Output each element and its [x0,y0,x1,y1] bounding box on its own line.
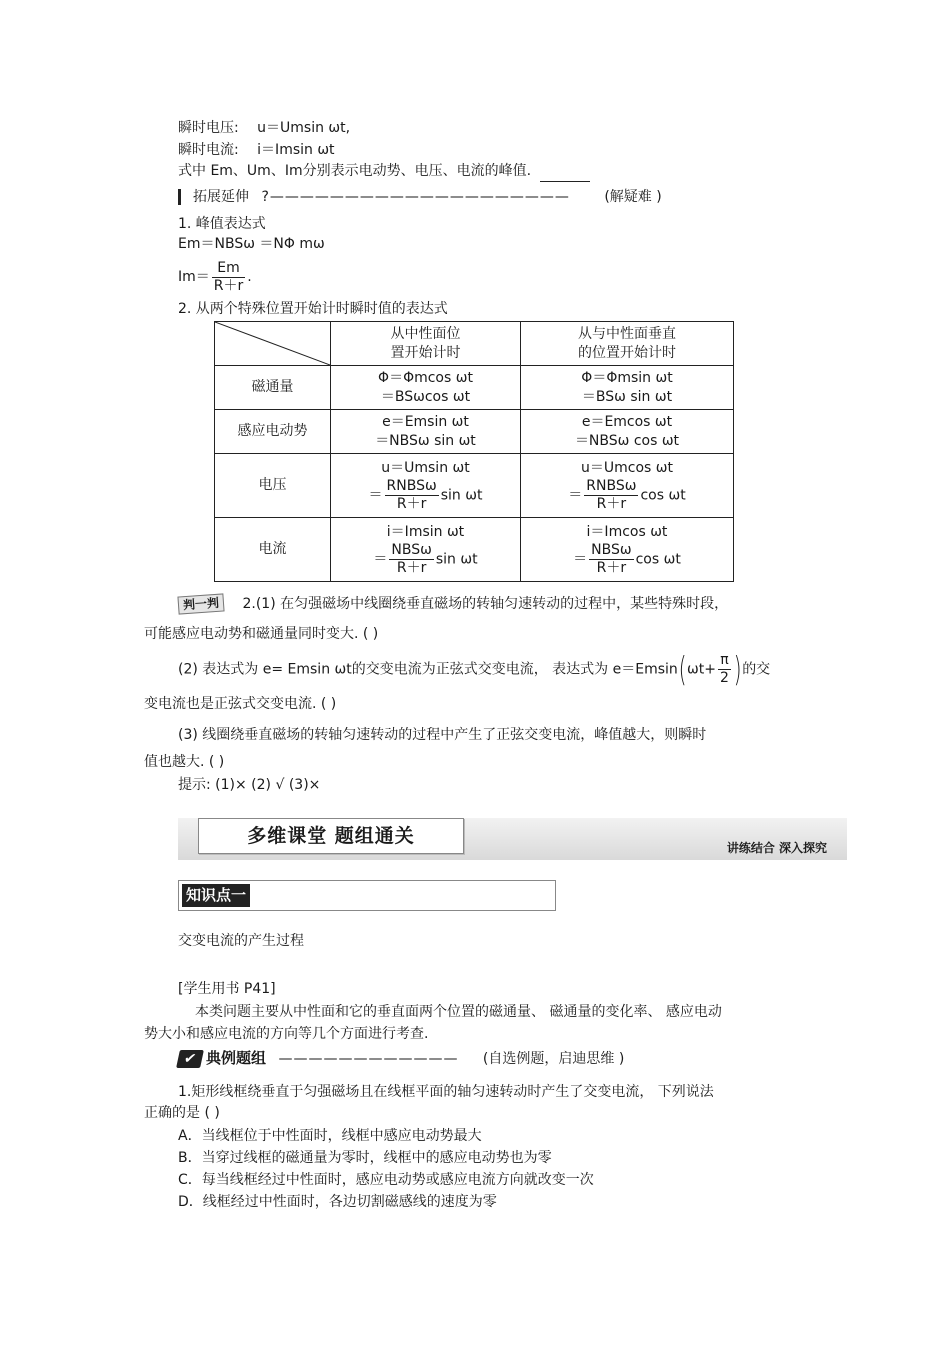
fraction [385,478,439,513]
row-label: 电压 [215,454,331,518]
question-1: 1.矩形线框绕垂直于匀强磁场且在线框平面的轴匀速转动时产生了交变电流， 下列说法 [178,1084,714,1100]
extension-dashes: ?———————————————————— [261,189,570,205]
special-heading: 2. 从两个特殊位置开始计时瞬时值的表达式 [178,301,448,317]
denominator: R＋r [596,559,627,576]
trig-term: sin ωt [440,487,483,503]
row-label: 感应电动势 [215,410,331,454]
cell-fraction-line [331,542,520,577]
note-underline [540,181,590,182]
row-label: 磁通量 [215,366,331,410]
cell-line: u＝Umsin ωt [381,459,470,476]
banner-subtitle: 讲练结合 深入探究 [726,841,827,855]
trig-term: cos ωt [640,487,686,503]
judge-q2 [178,649,771,690]
extension-tag: (解疑难 ) [604,189,662,205]
left-paren: ( [678,649,687,690]
im-formula [178,258,252,296]
numerator: RNBSω [586,477,637,494]
cell-line: e＝Emcos ωt [581,413,673,430]
check-icon: ✔ [176,1050,204,1068]
fraction [589,542,633,577]
equals: ＝ [373,551,388,567]
judge-q2-cont: 变电流也是正弦式交变电流. ( ) [144,696,337,712]
cell-line: i＝Imcos ωt [586,523,668,540]
extension-header [178,187,662,207]
diagonal-header-cell [215,322,331,366]
cell-perpendicular [521,366,734,410]
peak-heading: 1. 峰值表达式 [178,216,266,232]
option-a: A．当线框位于中性面时，线框中感应电动势最大 [178,1128,482,1144]
current-label: 瞬时电流: [178,142,239,158]
cell-neutral [331,366,521,410]
cell-neutral [331,518,521,582]
judge-hint: 提示: (1)× (2) √ (3)× [178,777,321,793]
im-numerator: Em [212,260,245,278]
judge-q3: (3) 线圈绕垂直磁场的转轴匀速转动的过程中产生了正弦交变电流，峰值越大，则瞬时 [178,727,707,743]
table-row [215,366,734,410]
comparison-table [214,321,734,582]
row-label: 电流 [215,518,331,582]
section-bar [178,189,181,205]
option-c: C．每当线框经过中性面时，感应电动势或感应电流方向就改变一次 [178,1172,594,1188]
current-line [178,140,335,160]
current-formula: i＝Imsin ωt [257,142,335,158]
cell-line: ＝BSω sin ωt [581,388,673,405]
table-row [215,454,734,518]
section-banner [178,818,847,860]
judge-q1-cont: 可能感应电动势和磁通量同时变大. ( ) [144,626,379,642]
voltage-line [178,118,350,138]
judge-q2-end: 的交 [742,661,771,678]
cell-line: e＝Emsin ωt [382,413,469,430]
denominator: R＋r [596,495,627,512]
judge-q2-text: (2) 表达式为 e= Emsin ωt的交变电流为正弦式交变电流， 表达式为 e＝Emsin [178,661,678,678]
im-lhs: Im＝ [178,269,210,285]
voltage-label: 瞬时电压: [178,120,239,136]
table-row [215,410,734,454]
fraction [389,542,433,577]
equals: ＝ [568,487,583,503]
knowledge-desc-1: 本类问题主要从中性面和它的垂直面两个位置的磁通量、 磁通量的变化率、 感应电动 [195,1004,722,1020]
trig-term: cos ωt [635,551,681,567]
trig-term: sin ωt [435,551,478,567]
numerator: RNBSω [386,477,437,494]
cell-neutral [331,410,521,454]
cell-perpendicular [521,454,734,518]
im-denominator: R＋r [213,277,244,294]
judge-badge: 判一判 [177,593,224,614]
judge-q1-text: 2.(1) 在匀强磁场中线圈绕垂直磁场的转轴匀速转动的过程中，某些特殊时段， [242,596,729,612]
voltage-formula: u＝Umsin ωt, [257,120,351,136]
im-fraction [212,260,245,295]
knowledge-title: 交变电流的产生过程 [178,933,304,949]
judge-q2-inner: ωt+ [687,661,716,678]
col1-line1: 从中性面位 [390,325,461,342]
example-title: 典例题组 [206,1049,267,1067]
em-formula: Em＝NBSω ＝NΦ mω [178,236,325,252]
col-header-neutral [331,322,521,366]
col2-line1: 从与中性面垂直 [578,325,676,342]
col-header-perpendicular [521,322,734,366]
cell-line: Φ＝Φmsin ωt [581,369,673,386]
cell-perpendicular [521,518,734,582]
cell-line: u＝Umcos ωt [581,459,673,476]
banner-title: 多维课堂 题组通关 [198,818,464,854]
student-book-ref: [学生用书 P41] [178,981,276,997]
pi-numerator: π [718,652,731,670]
cell-neutral [331,454,521,518]
knowledge-point-tag: 知识点一 [182,884,250,907]
numerator: NBSω [591,541,632,558]
pi-denominator: 2 [720,670,729,686]
cell-fraction-line [521,542,733,577]
right-paren: ) [733,649,742,690]
knowledge-desc-2: 势大小和感应电流的方向等几个方面进行考查. [144,1026,429,1042]
equals: ＝ [573,551,588,567]
question-1-cont: 正确的是 ( ) [144,1105,220,1121]
cell-perpendicular [521,410,734,454]
example-dashes: ———————————— [278,1051,459,1067]
example-header [178,1048,624,1069]
cell-fraction-line [521,478,733,513]
judge-q3-cont: 值也越大. ( ) [144,754,225,770]
peak-note: 式中 Em、Um、Im分别表示电动势、电压、电流的峰值. [178,163,532,179]
option-d: D．线框经过中性面时，各边切割磁感线的速度为零 [178,1194,497,1210]
equals: ＝ [368,487,383,503]
example-tag: (自选例题，启迪思维 ) [482,1051,625,1067]
judge-q1 [178,594,728,614]
im-end: . [247,269,252,285]
cell-line: ＝NBSω sin ωt [375,432,476,449]
cell-fraction-line [331,478,520,513]
cell-line: i＝Imsin ωt [386,523,465,540]
option-b: B．当穿过线框的磁通量为零时，线框中的感应电动势也为零 [178,1150,552,1166]
knowledge-point-box [178,880,556,911]
table-row [215,518,734,582]
cell-line: Φ＝Φmcos ωt [378,369,473,386]
denominator: R＋r [396,495,427,512]
fraction [584,478,638,513]
numerator: NBSω [391,541,432,558]
col2-line2: 的位置开始计时 [578,344,676,361]
pi-fraction [718,652,731,687]
denominator: R＋r [396,559,427,576]
extension-title: 拓展延伸 [193,189,249,205]
col1-line2: 置开始计时 [390,344,461,361]
diagonal-line [215,322,330,365]
cell-line: ＝NBSω cos ωt [574,432,680,449]
cell-line: ＝BSωcos ωt [380,388,471,405]
